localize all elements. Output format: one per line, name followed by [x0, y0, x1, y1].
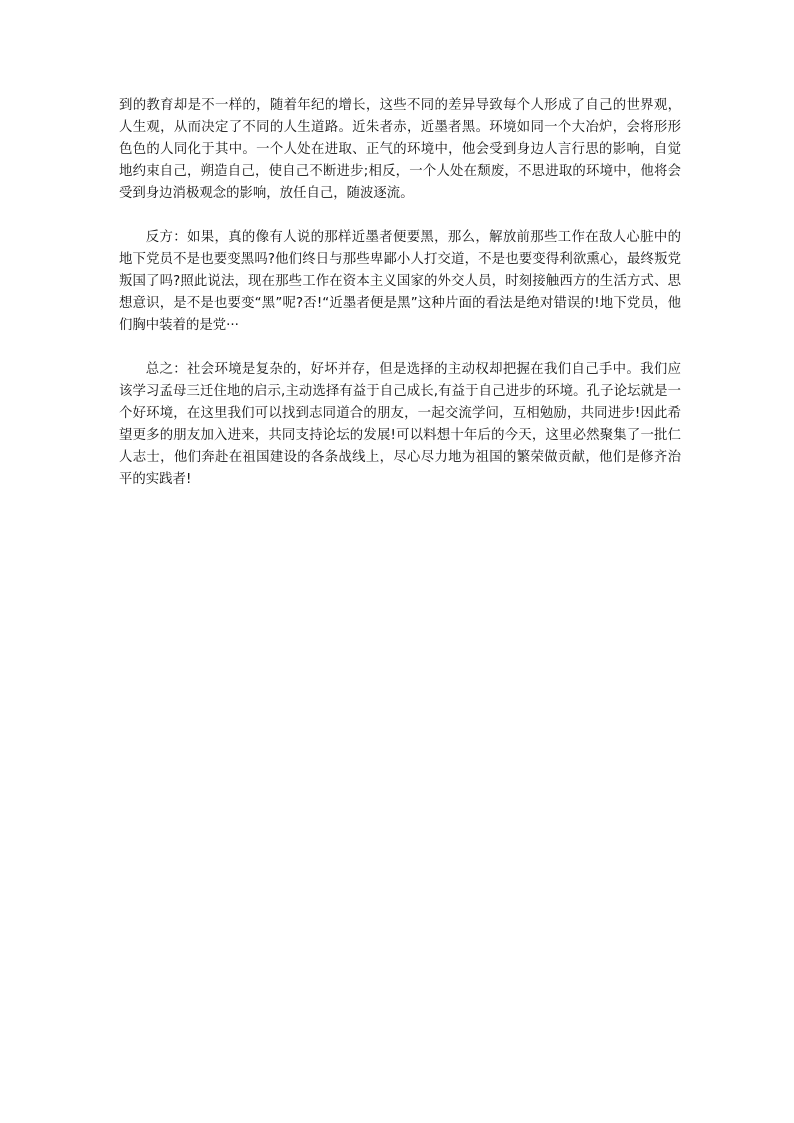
paragraph-opposing-view: 反方：如果，真的像有人说的那样近墨者便要黑，那么，解放前那些工作在敌人心脏中的地下党员不是也要变黑吗?他们终日与那些卑鄙小人打交道，不是也要变得利欲熏心，最终叛党叛国了吗?照此说法，现在那些工作在资本主义国家的外交人员，时刻接触西方的生活方式、思想意识，是不是也要变“黑”呢?否!“近墨者便是黑”这种片面的看法是绝对错误的!地下党员，他们胸中装着的是党··· — [119, 230, 681, 333]
document-page — [119, 95, 681, 491]
paragraph-conclusion: 总之：社会环境是复杂的，好坏并存，但是选择的主动权却把握在我们自己手中。我们应该学习孟母三迁住地的启示,主动选择有益于自己成长,有益于自己进步的环境。孔子论坛就是一个好环境，在这里我们可以找到志同道合的朋友，一起交流学问，互相勉励，共同进步!因此希望更多的朋友加入进来，共同支持论坛的发展!可以料想十年后的今天，这里必然聚集了一批仁人志士，他们奔赴在祖国建设的各条战线上，尽心尽力地为祖国的繁荣做贡献，他们是修齐治平的实践者! — [119, 362, 681, 487]
paragraph-environment: 到的教育却是不一样的，随着年纪的增长，这些不同的差异导致每个人形成了自己的世界观，人生观，从而决定了不同的人生道路。近朱者赤，近墨者黑。环境如同一个大冶炉，会将形形色色的人同化于其中。一个人处在进取、正气的环境中，他会受到身边人言行思的影响，自觉地约束自己，朔造自己，使自己不断进步;相反，一个人处在颓废，不思进取的环境中，他将会受到身边消极观念的影响，放任自己，随波逐流。 — [119, 98, 681, 201]
